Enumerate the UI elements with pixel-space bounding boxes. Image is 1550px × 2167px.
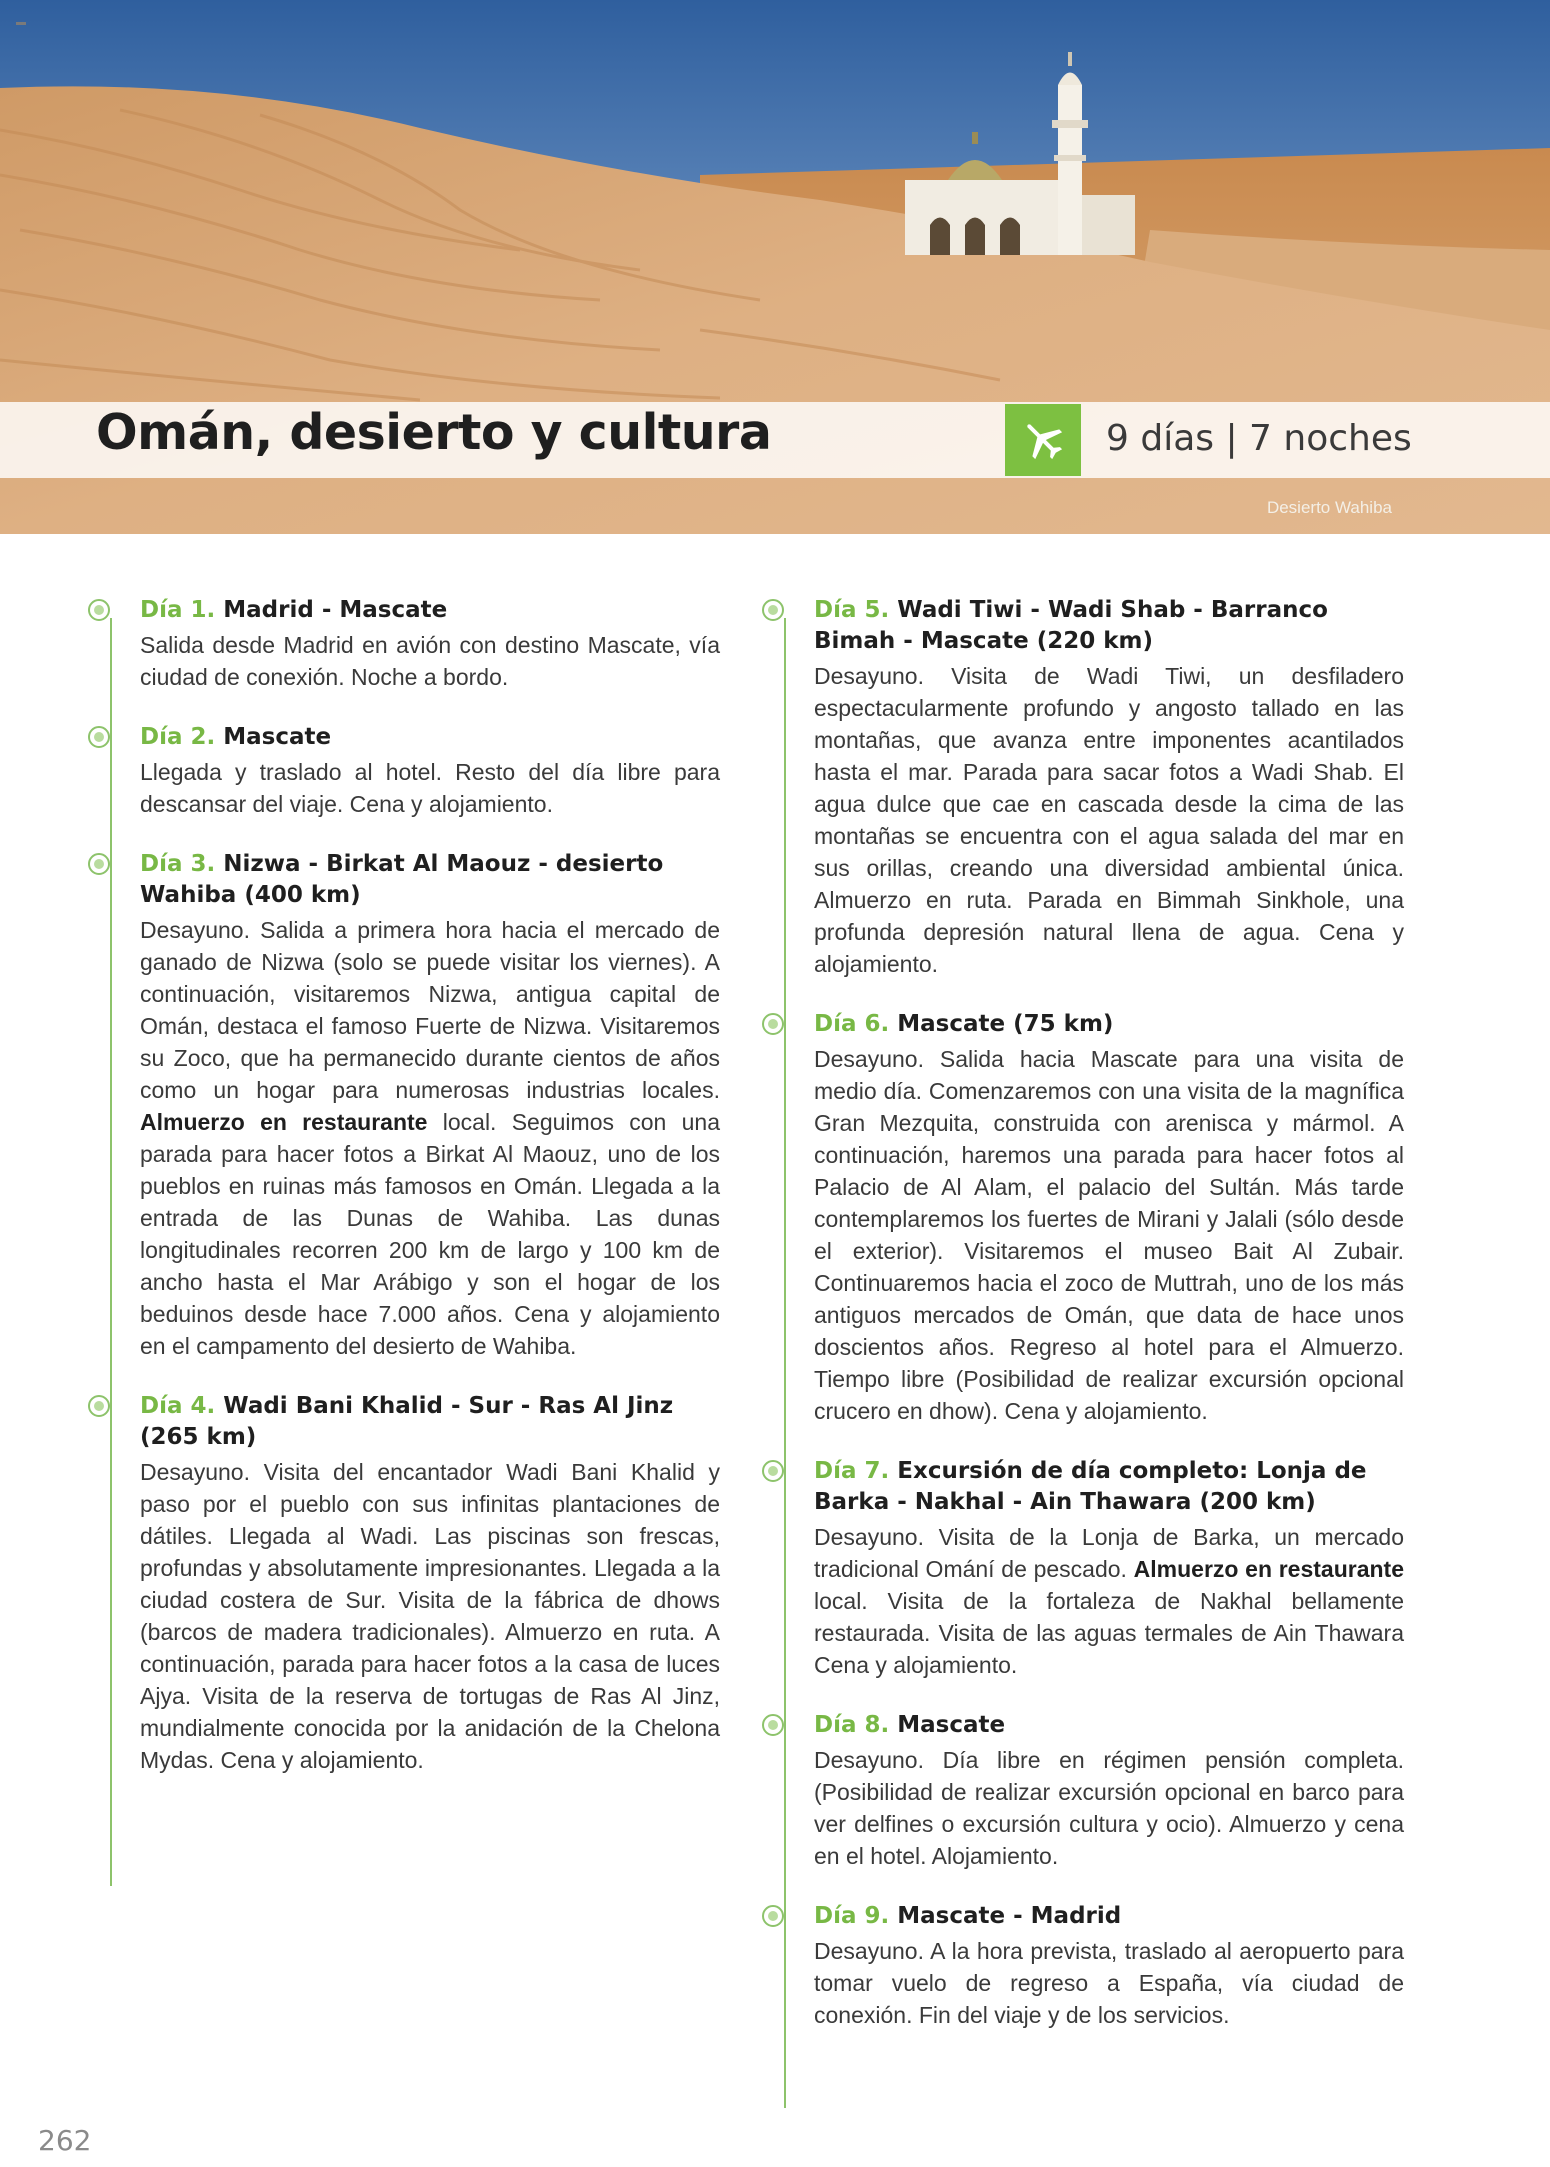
day-marker-icon [88,853,110,875]
itinerary-left-column [100,595,720,1805]
day-description [814,1521,1404,1681]
page-number: 262 [38,2124,92,2157]
day-route: Mascate [897,1712,1006,1738]
day-number: Día 7. [814,1458,890,1484]
day-description: Desayuno. Día libre en régimen pensión completa. (Posibilidad de realizar excursión opcional en barco para ver delfines o excursión cultura y ocio). Almuerzo y cena en el hotel. Alojamiento. [814,1747,1404,1869]
photo-caption: Desierto Wahiba [1266,498,1392,517]
day-heading [814,595,1404,657]
day-route: Wadi Tiwi - Wadi Shab - Barranco Bimah - Mascate (220 km) [814,597,1328,654]
day-route: Mascate [223,724,332,750]
day-route: Nizwa - Birkat Al Maouz - desierto Wahiba (400 km) [140,851,664,908]
day-heading [140,595,720,626]
day-description: Desayuno. Visita de Wadi Tiwi, un desfiladero espectacularmente profundo y angosto tallado en las montañas, que avanza entre imponentes acantilados hasta el mar. Parada para sacar fotos a Wadi Shab. El agua dulce que cae en cascada desde la cima de las montañas se encuentra con el agua salada del mar en sus orillas, creando una diversidad ambiental única. Almuerzo en ruta. Parada en Bimmah Sinkhole, una profunda depresión natural llena de agua. Cena y alojamiento. [814,663,1404,977]
day-number: Día 6. [814,1011,890,1037]
day-route: Wadi Bani Khalid - Sur - Ras Al Jinz (265 km) [140,1393,674,1450]
day-route: Mascate - Madrid [897,1903,1122,1929]
day-number: Día 9. [814,1903,890,1929]
day-marker-icon [762,599,784,621]
day-number: Día 8. [814,1712,890,1738]
day-marker-icon [762,1460,784,1482]
day-number: Día 4. [140,1393,216,1419]
itinerary-day-2 [100,722,720,820]
day-text-part: Desayuno. Visita de la Lonja de Barka, un mercado tradicional Omání de pescado. [814,1524,1404,1582]
day-heading [140,722,720,753]
day-route: Madrid - Mascate [223,597,448,623]
itinerary-day-7 [774,1456,1404,1681]
plane-icon [1020,417,1066,463]
day-heading [814,1710,1404,1741]
meal-highlight: Almuerzo en restaurante [1133,1556,1404,1582]
day-heading [140,849,720,911]
corner-mark [16,22,26,25]
itinerary-day-3 [100,849,720,1362]
day-marker-icon [762,1905,784,1927]
flight-badge [1005,404,1081,476]
itinerary-day-8 [774,1710,1404,1872]
day-route: Excursión de día completo: Lonja de Barka - Nakhal - Ain Thawara (200 km) [814,1458,1367,1515]
day-description: Llegada y traslado al hotel. Resto del día libre para descansar del viaje. Cena y alojamiento. [140,759,720,817]
day-heading [140,1391,720,1453]
day-number: Día 5. [814,597,890,623]
day-marker-icon [88,599,110,621]
day-marker-icon [88,726,110,748]
itinerary-day-1 [100,595,720,693]
day-marker-icon [762,1714,784,1736]
day-route: Mascate (75 km) [897,1011,1114,1037]
day-description: Desayuno. A la hora prevista, traslado al aeropuerto para tomar vuelo de regreso a España, vía ciudad de conexión. Fin del viaje y de los servicios. [814,1938,1404,2028]
page-title: Omán, desierto y cultura [96,404,772,461]
trip-duration: 9 días | 7 noches [1106,418,1412,459]
itinerary-day-5 [774,595,1404,980]
day-text-part: local. Visita de la fortaleza de Nakhal bellamente restaurada. Visita de las aguas termales de Ain Thawara Cena y alojamiento. [814,1588,1404,1678]
day-marker-icon [88,1395,110,1417]
itinerary-day-6 [774,1009,1404,1427]
day-marker-icon [762,1013,784,1035]
itinerary-day-4 [100,1391,720,1776]
day-text-part: Desayuno. Salida a primera hora hacia el mercado de ganado de Nizwa (solo se puede visitar los viernes). A continuación, visitaremos Nizwa, antigua capital de Omán, destaca el famoso Fuerte de Nizwa. Visitaremos su Zoco, que ha permanecido durante cientos de años como un hogar para numerosas industrias locales. [140,917,720,1103]
day-text-part: local. Seguimos con una parada para hacer fotos a Birkat Al Maouz, uno de los pueblos en ruinas más famosos en Omán. Llegada a la entrada de las Dunas de Wahiba. Las dunas longitudinales recorren 200 km de largo y 100 km de ancho hasta el Mar Arábigo y son el hogar de los beduinos desde hace 7.000 años. Cena y alojamiento en el campamento del desierto de Wahiba. [140,1109,720,1359]
day-number: Día 2. [140,724,216,750]
meal-highlight: Almuerzo en restaurante [140,1109,428,1135]
day-description: Salida desde Madrid en avión con destino Mascate, vía ciudad de conexión. Noche a bordo. [140,632,720,690]
day-description: Desayuno. Salida hacia Mascate para una visita de medio día. Comenzaremos con una visita de la magnífica Gran Mezquita, construida con arenisca y mármol. A continuación, haremos una parada para hacer fotos al Palacio de Al Alam, el palacio del Sultán. Más tarde contemplaremos los fuertes de Mirani y Jalali (sólo desde el exterior). Visitaremos el museo Bait Al Zubair. Continuaremos hacia el zoco de Muttrah, uno de los más antiguos mercados de Omán, que data de hace unos doscientos años. Regreso al hotel para el Almuerzo. Tiempo libre (Posibilidad de realizar excursión opcional crucero en dhow). Cena y alojamiento. [814,1046,1404,1424]
day-heading [814,1456,1404,1518]
day-heading [814,1009,1404,1040]
day-number: Día 3. [140,851,216,877]
itinerary-right-column [774,595,1404,2060]
itinerary-day-9 [774,1901,1404,2031]
day-description: Desayuno. Visita del encantador Wadi Bani Khalid y paso por el pueblo con sus infinitas plantaciones de dátiles. Llegada al Wadi. Las piscinas son frescas, profundas y absolutamente impresionantes. Llegada a la ciudad costera de Sur. Visita de la fábrica de dhows (barcos de madera tradicionales). Almuerzo en ruta. A continuación, parada para hacer fotos a la casa de luces Ajya. Visita de la reserva de tortugas de Ras Al Jinz, mundialmente conocida por la anidación de la Chelona Mydas. Cena y alojamiento. [140,1459,720,1773]
day-heading [814,1901,1404,1932]
day-description [140,914,720,1362]
day-number: Día 1. [140,597,216,623]
